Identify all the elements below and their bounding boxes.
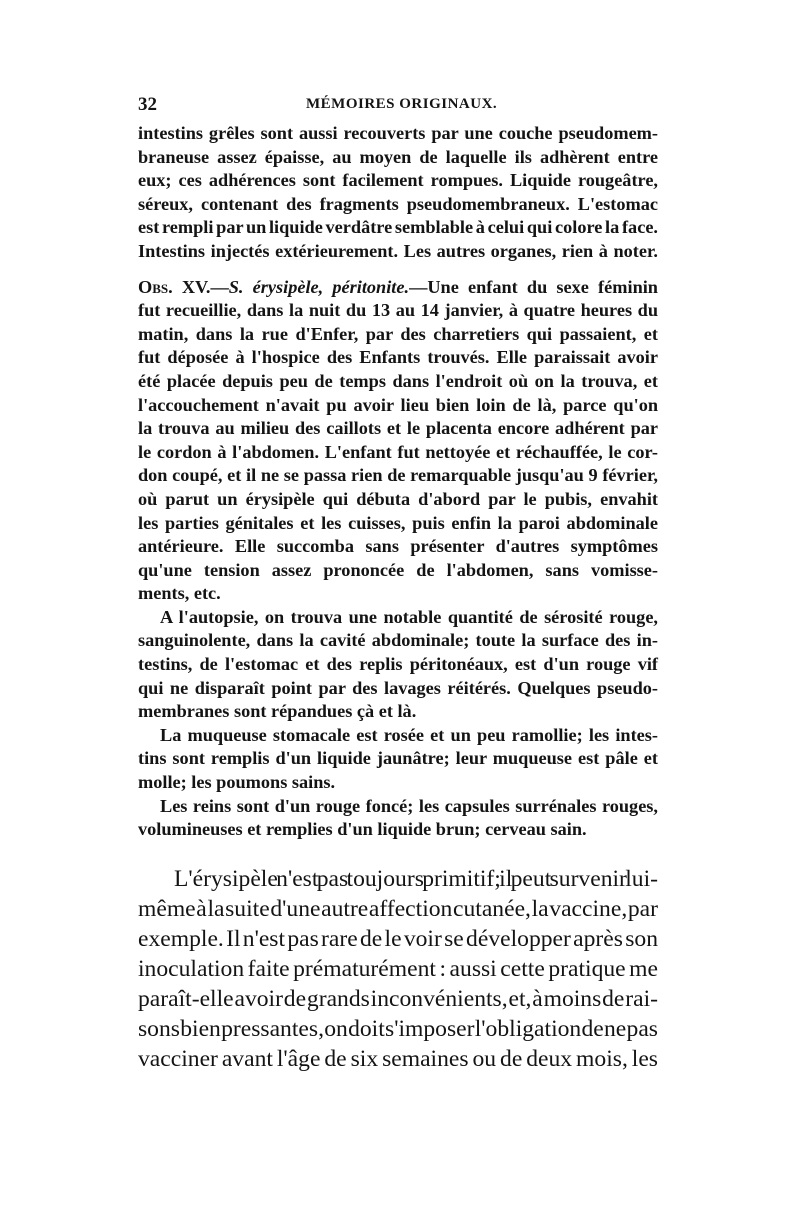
text-line: matin, dans la rue d'Enfer, par des charretiers qui passaient, et <box>138 323 658 344</box>
text-line: braneuse assez épaisse, au moyen de laquelle ils adhèrent entre <box>138 146 658 167</box>
text-line: eux; ces adhérences sont facilement rompues. Liquide rougeâtre, <box>138 170 658 191</box>
observation-dash: — <box>210 276 229 297</box>
text-line: Les reins sont d'un rouge foncé; les capsules surrénales rouges, <box>160 795 658 816</box>
text-line: séreux, contenant des fragments pseudomembraneux. L'estomac <box>138 193 658 214</box>
text-line: inoculation faite prématurément : aussi cette pratique me <box>138 955 658 982</box>
text-line: l'accouchement n'avait pu avoir lieu bien loin de là, parce qu'on <box>138 394 658 415</box>
text-line: le cordon à l'abdomen. L'enfant fut nettoyée et réchauffée, le cor- <box>138 441 658 462</box>
muqueuse-paragraph <box>138 724 658 795</box>
text-line: A l'autopsie, on trouva une notable quantité de sérosité rouge, <box>160 606 658 627</box>
observation-first-text: —Une enfant du sexe féminin <box>409 276 658 297</box>
text-line: qui ne disparaît point par des lavages réitérés. Quelques pseudo- <box>138 677 658 698</box>
autopsy-paragraph <box>138 606 658 724</box>
running-title: MÉMOIRES ORIGINAUX. <box>306 96 498 112</box>
reins-paragraph <box>138 795 658 842</box>
text-line: don coupé, et il ne se passa rien de remarquable jusqu'au 9 février, <box>138 465 658 486</box>
observation-label: Obs. XV. <box>138 276 211 297</box>
text-line: intestins grêles sont aussi recouverts par une couche pseudomem- <box>138 123 658 143</box>
page-number: 32 <box>138 94 157 115</box>
text-line: les parties génitales et les cuisses, puis enfin la paroi abdominale <box>138 512 658 533</box>
text-line: la trouva au milieu des caillots et le placenta encore adhérent par <box>138 418 658 439</box>
observation-paragraph <box>138 276 658 606</box>
text-line: sanguinolente, dans la cavité abdominale; toute la surface des in- <box>138 630 658 651</box>
book-page <box>138 94 658 1074</box>
conclusion-paragraph <box>138 864 658 1074</box>
text-line: fut recueillie, dans la nuit du 13 au 14 janvier, à quatre heures du <box>138 300 658 321</box>
text-line: où parut un érysipèle qui débuta d'abord par le pubis, envahit <box>138 488 658 509</box>
text-line: est rempli par un liquide verdâtre semblable à celui qui colore la face. <box>138 217 658 238</box>
text-line: paraît-elle avoir de grands inconvénients, et, à moins de rai- <box>138 985 658 1012</box>
text-line: tins sont remplis d'un liquide jaunâtre; leur muqueuse est pâle et <box>138 748 658 769</box>
text-line: même à la suite d'une autre affection cutanée, la vaccine, par <box>138 895 658 922</box>
text-line: été placée depuis peu de temps dans l'endroit où on la trouva, et <box>138 370 658 391</box>
text-line: testins, de l'estomac et des replis péritonéaux, est d'un rouge vif <box>138 654 658 675</box>
text-line: qu'une tension assez prononcée de l'abdomen, sans vomisse- <box>138 559 658 580</box>
text-line: antérieure. Elle succomba sans présenter d'autres symptômes <box>138 536 658 557</box>
running-head <box>138 94 658 122</box>
text-line: sons bien pressantes, on doit s'imposer l'obligation de ne pas <box>138 1015 658 1042</box>
observation-heading-line <box>138 276 658 300</box>
text-line: molle; les poumons sains. <box>138 772 336 793</box>
text-line: volumineuses et remplies d'un liquide brun; cerveau sain. <box>138 819 587 840</box>
text-line: Intestins injectés extérieurement. Les autres organes, rien à noter. <box>138 240 658 261</box>
text-line: L'érysipèle n'est pas toujours primitif; il peut survenir lui- <box>174 865 658 892</box>
text-line: exemple. Il n'est pas rare de le voir se développer après son <box>138 925 658 952</box>
text-line: ments, etc. <box>138 583 221 604</box>
paragraph-continuation <box>138 122 658 264</box>
text-line: La muqueuse stomacale est rosée et un peu ramollie; les intes- <box>160 724 658 745</box>
observation-title: S. érysipèle, péritonite. <box>228 276 410 297</box>
text-line: vacciner avant l'âge de six semaines ou de deux mois, les <box>138 1045 658 1072</box>
text-line: fut déposée à l'hospice des Enfants trouvés. Elle paraissait avoir <box>138 347 658 368</box>
text-line: membranes sont répandues çà et là. <box>138 701 417 722</box>
